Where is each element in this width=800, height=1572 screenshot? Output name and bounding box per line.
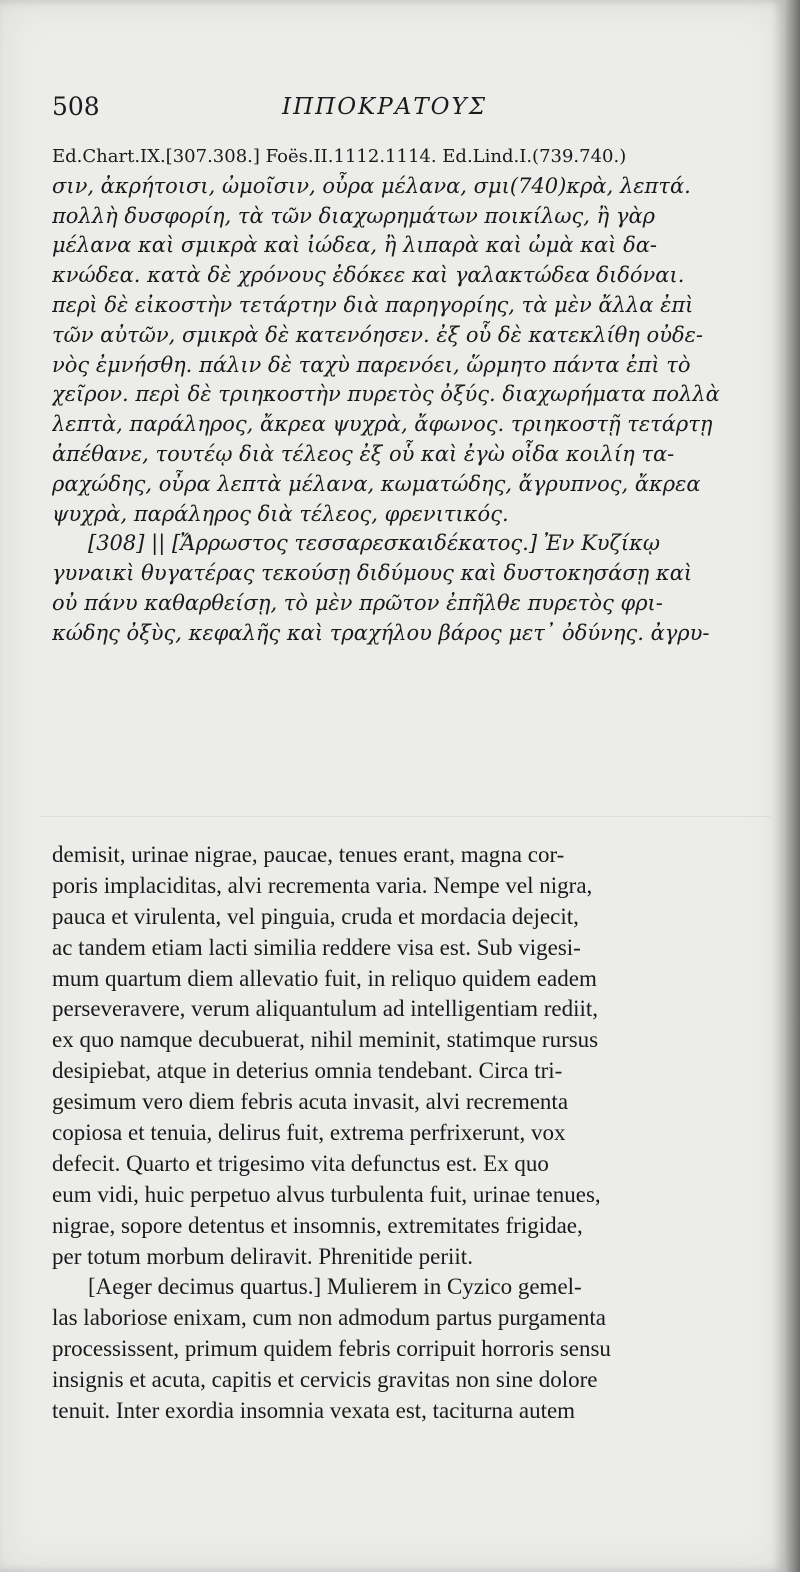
- latin-line: pauca et virulenta, vel pinguia, cruda et mordacia dejecit,: [52, 903, 579, 929]
- greek-line: [308] || [Ἄρρωστος τεσσαρεσκαιδέκατος.] Ἐν Κυζίκῳ: [88, 531, 661, 556]
- greek-line: τῶν αὐτῶν, σμικρὰ δὲ κατενόησεν. ἐξ οὗ δὲ κατεκλίθη οὐδε-: [52, 322, 703, 347]
- latin-line: mum quartum diem allevatio fuit, in reliquo quidem eadem: [52, 965, 597, 991]
- greek-line: νὸς ἐμνήσθη. πάλιν δὲ ταχὺ παρενόει, ὥρμητο πάντα ἐπὶ τὸ: [52, 352, 691, 377]
- latin-line: nigrae, sopore detentus et insomnis, extremitates frigidae,: [52, 1212, 583, 1238]
- latin-line: ac tandem etiam lacti similia reddere visa est. Sub vigesi-: [52, 934, 581, 960]
- greek-line: ψυχρὰ, παράληρος διὰ τέλεος, φρενιτικός.: [52, 501, 509, 526]
- latin-line: defecit. Quarto et trigesimo vita defunctus est. Ex quo: [52, 1150, 549, 1176]
- latin-line: insignis et acuta, capitis et cervicis gravitas non sine dolore: [52, 1367, 598, 1393]
- latin-line: [Aeger decimus quartus.] Mulierem in Cyzico gemel-: [88, 1274, 582, 1300]
- latin-line: demisit, urinae nigrae, paucae, tenues erant, magna cor-: [52, 842, 565, 867]
- greek-line: σιν, ἀκρήτοισι, ὠμοῖσιν, οὖρα μέλανα, σμι(740)κρὰ, λεπτά.: [52, 173, 691, 198]
- greek-line: λεπτὰ, παράληρος, ἄκρεα ψυχρὰ, ἄφωνος. τριηκοστῇ τετάρτῃ: [52, 412, 713, 437]
- latin-line: poris implaciditas, alvi recrementa varia. Nempe vel nigra,: [52, 872, 593, 898]
- greek-text-block: [52, 142, 762, 649]
- running-title: ΙΠΠΟΚΡΑΤΟΥΣ: [282, 94, 487, 120]
- latin-line: per totum morbum deliravit. Phrenitide periit.: [52, 1243, 473, 1269]
- greek-line: χεῖρον. περὶ δὲ τριηκοστὴν πυρετὸς ὀξύς. διαχωρήματα πολλὰ: [52, 382, 720, 407]
- latin-line: copiosa et tenuia, delirus fuit, extrema perfrixerunt, vox: [52, 1120, 566, 1146]
- latin-line: ex quo namque decubuerat, nihil meminit, statimque rursus: [52, 1027, 599, 1053]
- page-edge-shadow: [785, 0, 800, 1572]
- greek-line: κνώδεα. κατὰ δὲ χρόνους ἐδόκεε καὶ γαλακτώδεα διδόναι.: [52, 263, 685, 288]
- greek-line: γυναικὶ θυγατέρας τεκούσῃ διδύμους καὶ δυστοκησάσῃ καὶ: [52, 561, 693, 586]
- latin-line: gesimum vero diem febris acuta invasit, alvi recrementa: [52, 1089, 569, 1115]
- greek-line: πολλὴ δυσφορίη, τὰ τῶν διαχωρημάτων ποικίλως, ἢ γὰρ: [52, 203, 655, 228]
- page-number: 508: [52, 92, 100, 121]
- greek-line: οὐ πάνυ καθαρθείσῃ, τὸ μὲν πρῶτον ἐπῆλθε πυρετὸς φρι-: [52, 590, 663, 615]
- greek-line: ἀπέθανε, τουτέῳ διὰ τέλεος ἐξ οὗ καὶ ἐγὼ οἶδα κοιλίη τα-: [52, 441, 675, 466]
- greek-line: μέλανα καὶ σμικρὰ καὶ ἰώδεα, ἢ λιπαρὰ καὶ ὠμὰ καὶ δα-: [52, 233, 658, 258]
- greek-line: περὶ δὲ εἰκοστὴν τετάρτην διὰ παρηγορίης, τὰ μὲν ἄλλα ἐπὶ: [52, 292, 694, 317]
- latin-line: tenuit. Inter exordia insomnia vexata est, taciturna autem: [52, 1398, 576, 1424]
- edition-references: Ed.Chart.IX.[307.308.] Foës.II.1112.1114. Ed.Lind.I.(739.740.): [52, 146, 627, 167]
- latin-line: desipiebat, atque in deterius omnia tendebant. Circa tri-: [52, 1058, 563, 1084]
- section-divider: [40, 816, 770, 817]
- latin-line: las laboriose enixam, cum non admodum partus purgamenta: [52, 1305, 606, 1331]
- latin-text-block: [52, 840, 764, 1427]
- latin-line: eum vidi, huic perpetuo alvus turbulenta fuit, urinae tenues,: [52, 1181, 601, 1207]
- latin-line: processissent, primum quidem febris corripuit horroris sensu: [52, 1336, 611, 1362]
- greek-line: ραχώδης, οὖρα λεπτὰ μέλανα, κωματώδης, ἄγρυπνος, ἄκρεα: [52, 471, 701, 496]
- page-header: [52, 92, 752, 132]
- latin-line: perseveravere, verum aliquantulum ad intelligentiam rediit,: [52, 996, 599, 1022]
- greek-line: κώδης ὀξὺς, κεφαλῆς καὶ τραχήλου βάρος μετ᾽ ὀδύνης. ἀγρυ-: [52, 620, 710, 645]
